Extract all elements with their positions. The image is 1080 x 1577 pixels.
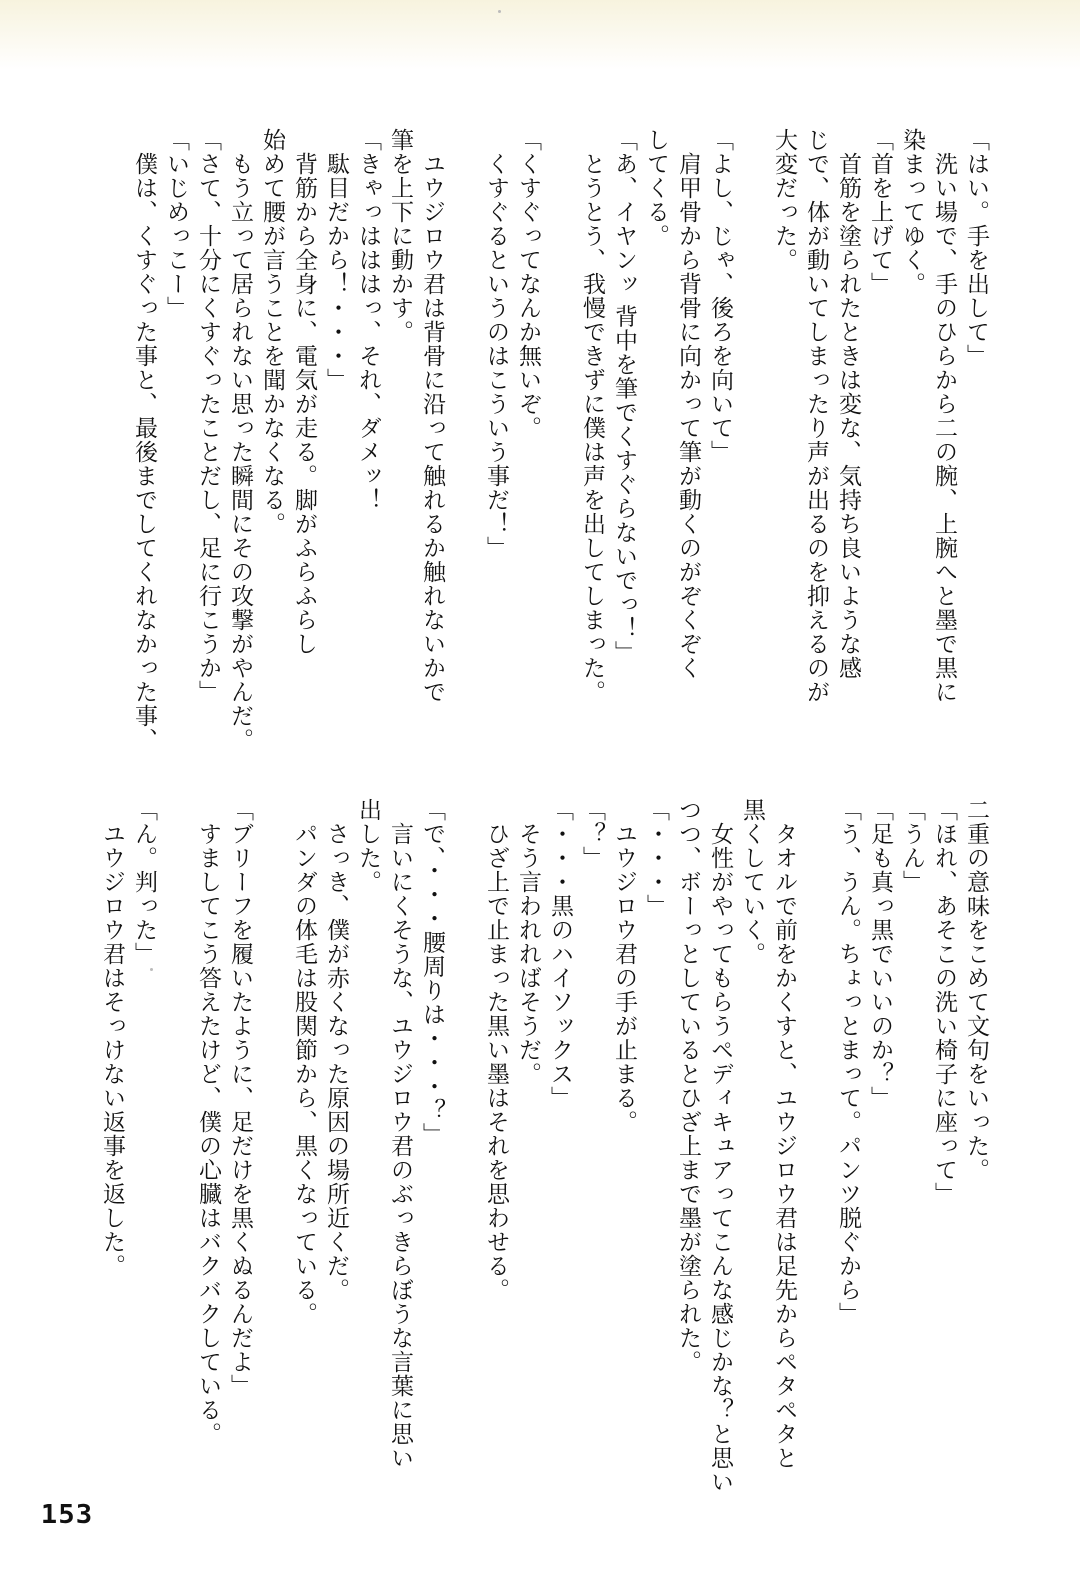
paper-speck [498, 10, 501, 13]
text-line: タオルで前をかくすと、ユウジロウ君は足先からペタペタと [771, 798, 797, 1470]
text-line: じで、体が動いてしまったり声が出るのを抑えるのが [803, 128, 829, 704]
text-line: 「うん」 [899, 798, 925, 894]
text-line: とうとう、我慢できずに僕は声を出してしまった。 [579, 128, 605, 704]
text-line: 染まってゆく。 [899, 128, 925, 296]
lower-text-block [92, 798, 992, 1494]
page-number: 153 [40, 1500, 94, 1530]
text-line: 黒くしていく。 [739, 798, 765, 966]
text-line [160, 798, 192, 1478]
text-line: 始めて腰が言うことを聞かなくなる。 [259, 128, 285, 536]
text-line: 大変だった。 [771, 128, 797, 272]
text-line: くすぐるというのはこういう事だ！」 [483, 128, 509, 560]
text-line: 「ん。判った」 [131, 798, 157, 966]
text-line: 洗い場で、手のひらから二の腕、上腕へと墨で黒に [931, 128, 957, 704]
text-line: 「さて、十分にくすぐったことだし、足に行こうか」 [195, 128, 221, 704]
text-line: 背筋から全身に、電気が走る。脚がふらふらし [291, 128, 317, 656]
text-line: 「いじめっこー」 [163, 128, 189, 320]
text-line: もう立って居られない思った瞬間にその攻撃がやんだ。 [227, 128, 253, 752]
text-line: 肩甲骨から背骨に向かって筆が動くのがぞくぞく [675, 128, 701, 680]
text-line: 「よし、じゃ、後ろを向いて」 [707, 128, 733, 464]
text-line: すましてこう答えたけど、僕の心臓はバクバクしている。 [195, 798, 221, 1446]
text-line [800, 798, 832, 1478]
text-line: 僕は、くすぐった事と、最後までしてくれなかった事、 [131, 128, 157, 752]
text-line: ひざ上で止まった黒い墨はそれを思わせる。 [483, 798, 509, 1302]
text-line [256, 798, 288, 1478]
text-line: ユウジロウ君はそっけない返事を返した。 [99, 798, 125, 1278]
text-line: 女性がやってもらうペディキュアってこんな感じかな？と思い [707, 798, 733, 1494]
page-top-tint [0, 0, 1080, 70]
text-line: 首筋を塗られたときは変な、気持ち良いような感 [835, 128, 861, 680]
text-line [736, 128, 768, 768]
text-line: 「ほれ、あそこの洗い椅子に座って」 [931, 798, 957, 1206]
text-line: 「あ、イヤンッ 背中を筆でくすぐらないでっ！」 [611, 128, 637, 665]
text-line: そう言われればそうだ。 [515, 798, 541, 1086]
text-line: 「で、・・・腰周りは・・・？」 [419, 798, 445, 1147]
text-line: つつ、ボーっとしているとひざ上まで墨が塗られた。 [675, 798, 701, 1374]
text-line: ユウジロウ君の手が止まる。 [611, 798, 637, 1134]
text-line: 「・・・」 [643, 798, 669, 918]
text-line: 「くすぐってなんか無いぞ。 [515, 128, 541, 440]
text-line [544, 128, 576, 768]
text-line: 「？」 [579, 798, 605, 870]
text-line: 「きゃっはははっ、それ、ダメッ！ [355, 128, 381, 512]
text-line: 「はい。手を出して」 [963, 128, 989, 368]
text-line: 「足も真っ黒でいいのか？」 [867, 798, 893, 1110]
text-line: 「ブリーフを履いたように、足だけを黒くぬるんだよ」 [227, 798, 253, 1398]
text-line: 「首を上げて」 [867, 128, 893, 296]
text-line: 言いにくそうな、ユウジロウ君のぶっきらぼうな言葉に思い [387, 798, 413, 1470]
text-line: 「・・・黒のハイソックス」 [547, 798, 573, 1110]
text-line: 駄目だから！・・・」 [323, 128, 349, 392]
text-line: ユウジロウ君は背骨に沿って触れるか触れないかで [419, 128, 445, 704]
text-line: 出した。 [355, 798, 381, 894]
text-line: さっき、僕が赤くなった原因の場所近くだ。 [323, 798, 349, 1302]
text-line: 二重の意味をこめて文句をいった。 [963, 798, 989, 1182]
text-line: 「う、うん。ちょっとまって。パンツ脱ぐから」 [835, 798, 861, 1326]
text-line: パンダの体毛は股関節から、黒くなっている。 [291, 798, 317, 1326]
text-line [448, 128, 480, 768]
upper-text-block [92, 128, 992, 768]
text-line [448, 798, 480, 1478]
text-line: してくる。 [643, 128, 669, 248]
text-line: 筆を上下に動かす。 [387, 128, 413, 344]
